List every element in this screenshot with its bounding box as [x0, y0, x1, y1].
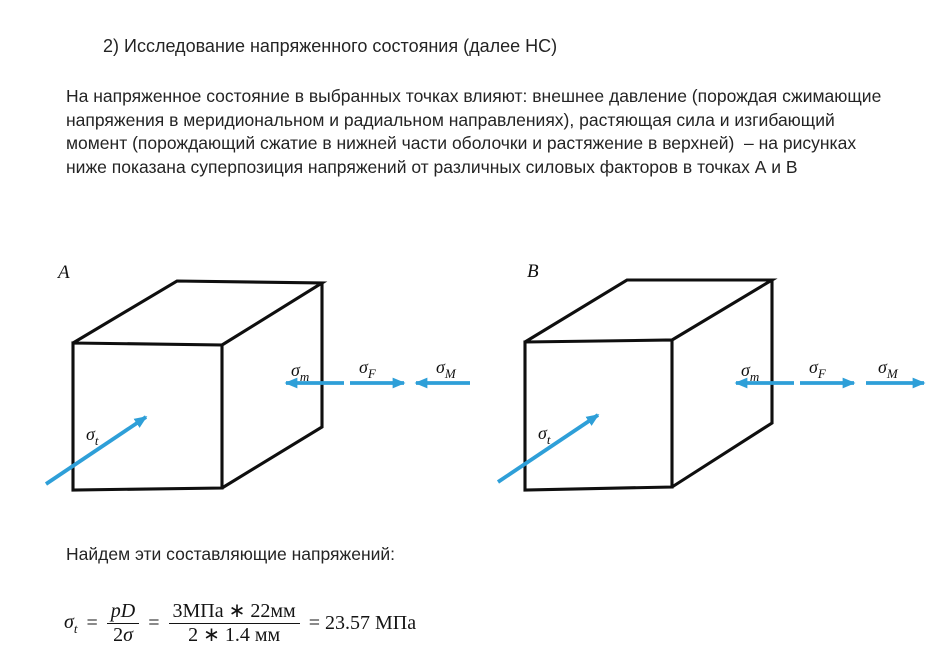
formula-equals-1: = [86, 612, 98, 634]
fraction2-denominator: 2 ∗ 1.4 мм [188, 624, 281, 646]
fraction1-numerator: pD [110, 600, 136, 622]
diagram-b [498, 261, 924, 490]
cube-b-outline [525, 280, 772, 490]
point-label-a: A [58, 262, 70, 283]
section-label: Найдем эти составляющие напряжений: [66, 544, 396, 564]
sigma-symbol: σ [64, 610, 74, 633]
formula-result: = 23.57 МПа [308, 612, 417, 634]
page-title: 2) Исследование напряженного состояния (далее НС) [103, 36, 558, 56]
intro-line-1: На напряженное состояние в выбранных точках влияют: внешнее давление (порождая сжимающие [66, 86, 882, 106]
sigma-f-label-b: $\sigma_F$ [809, 357, 826, 381]
sigma-t-label-a: $\sigma_t$ [86, 424, 99, 448]
sigma-t-arrow-b [498, 415, 598, 482]
sigma-m-label-a: $\sigma_m$ [291, 360, 310, 384]
sigma-t-label-b: $\sigma_t$ [538, 423, 551, 447]
sigma-f-label-a: $\sigma_F$ [359, 357, 376, 381]
intro-line-3: момент (порождающий сжатие в нижней части оболочки и растяжение в верхней) – на рисунках [66, 133, 857, 154]
formula-equals-2: = [148, 612, 160, 634]
sigma-t-arrow-a [46, 417, 146, 484]
sigma-big-m-label-b: $\sigma_M$ [878, 357, 898, 381]
cube-a-outline [73, 281, 322, 490]
sigma-big-m-label-a: $\sigma_M$ [436, 357, 456, 381]
diagram-a [46, 262, 470, 490]
fraction1-denominator: 2σ [113, 624, 133, 646]
formula-fraction-1 [107, 601, 139, 646]
stress-formula [64, 601, 416, 646]
sigma-m-label-b: $\sigma_m$ [741, 360, 760, 384]
fraction2-numerator: 3МПа ∗ 22мм [169, 601, 300, 624]
intro-line-2: напряжения в меридиональном и радиальном направлениях), растяющая сила и изгибающий [66, 109, 835, 130]
point-label-b: B [527, 261, 539, 282]
sigma-subscript: t [73, 620, 78, 636]
formula-lhs [64, 611, 78, 637]
intro-line-4: ниже показана суперпозиция напряжений от различных силовых факторов в точках А и В [66, 156, 798, 177]
formula-fraction-2 [169, 601, 300, 646]
